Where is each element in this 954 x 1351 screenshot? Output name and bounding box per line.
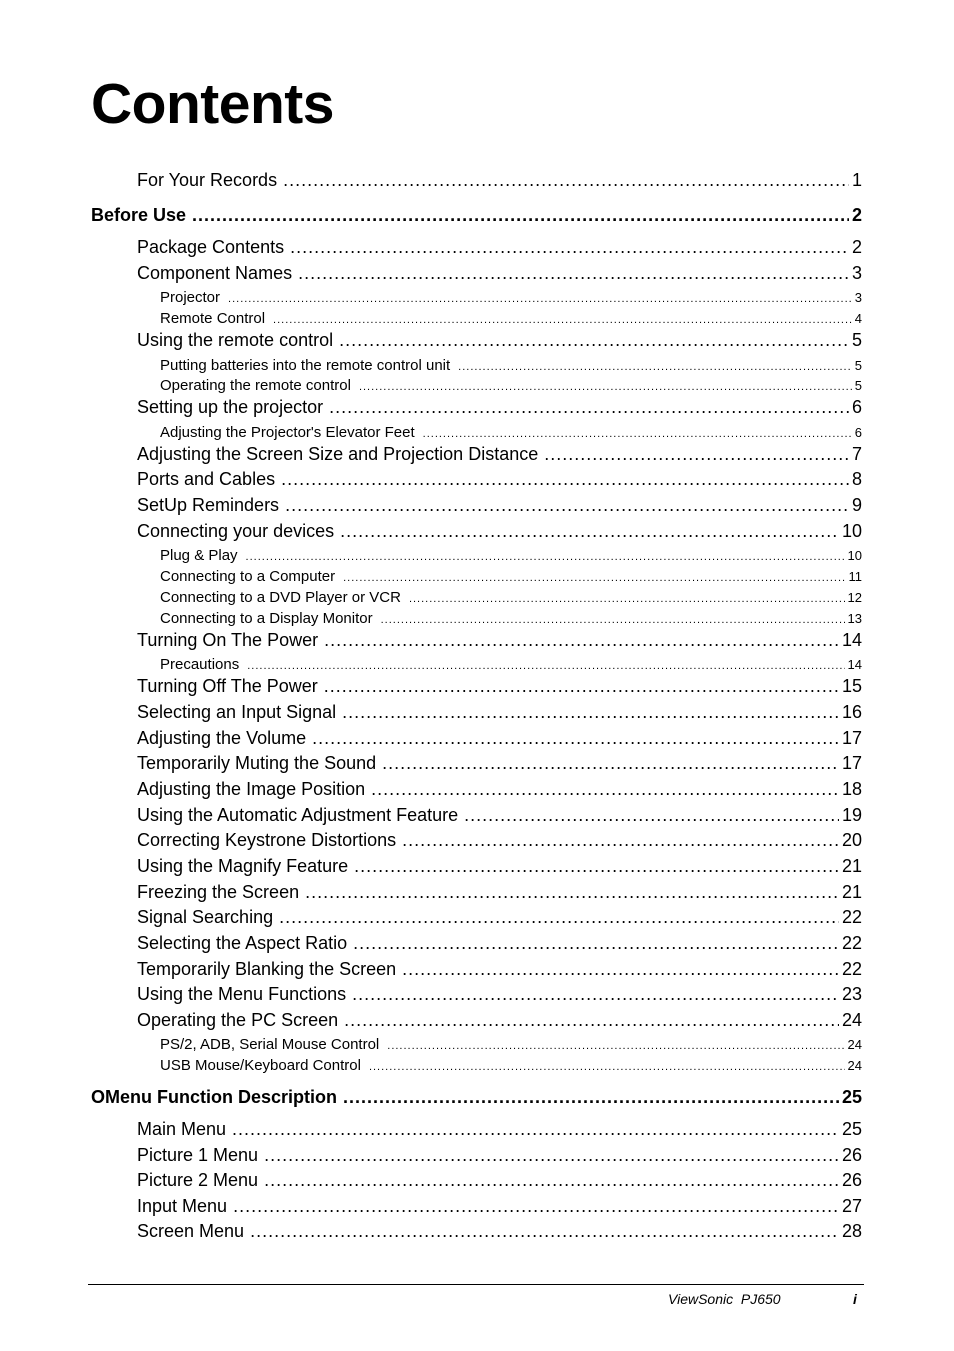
toc-dot-leader <box>353 933 839 954</box>
toc-dot-leader <box>324 630 839 651</box>
toc-entry-page-number: 8 <box>851 469 862 489</box>
toc-dot-leader <box>382 753 839 774</box>
toc-entry[interactable] <box>137 702 862 723</box>
toc-entry-label: Turning On The Power <box>137 630 319 650</box>
toc-entry[interactable] <box>137 1221 862 1242</box>
toc-dot-leader <box>464 805 839 826</box>
toc-entry[interactable] <box>160 589 862 606</box>
toc-entry-label: Screen Menu <box>137 1221 245 1241</box>
toc-entry[interactable] <box>137 521 862 542</box>
toc-entry[interactable] <box>137 984 862 1005</box>
toc-entry[interactable] <box>137 753 862 774</box>
toc-entry[interactable] <box>160 1036 862 1053</box>
toc-entry-page-number: 16 <box>841 702 862 722</box>
toc-entry-label: Putting batteries into the remote control unit <box>160 357 451 374</box>
toc-dot-leader <box>369 1061 845 1073</box>
toc-entry-page-number: 3 <box>851 263 862 283</box>
toc-entry-page-number: 17 <box>841 753 862 773</box>
page-title: Contents <box>91 72 334 136</box>
toc-entry-page-number: 25 <box>841 1119 862 1139</box>
toc-entry[interactable] <box>160 656 862 673</box>
toc-entry-page-number: 24 <box>847 1037 862 1052</box>
toc-entry-label: Connecting to a DVD Player or VCR <box>160 589 401 606</box>
toc-entry-label: Correcting Keystrone Distortions <box>137 830 397 850</box>
toc-entry-label: Precautions <box>160 656 240 673</box>
toc-entry[interactable] <box>91 1087 862 1108</box>
toc-dot-leader <box>402 959 839 980</box>
toc-entry[interactable] <box>137 933 862 954</box>
toc-entry-page-number: 17 <box>841 728 862 748</box>
toc-dot-leader <box>305 882 839 903</box>
footer-brand: ViewSonic PJ650 <box>668 1291 781 1307</box>
toc-dot-leader <box>232 1119 839 1140</box>
toc-entry[interactable] <box>160 357 862 374</box>
toc-dot-leader <box>247 660 844 672</box>
toc-entry[interactable] <box>160 547 862 564</box>
toc-entry[interactable] <box>137 330 862 351</box>
toc-dot-leader <box>352 984 839 1005</box>
toc-dot-leader <box>458 361 852 373</box>
toc-entry[interactable] <box>160 424 862 441</box>
toc-entry-label: Menu Function Description <box>105 1087 338 1107</box>
toc-entry[interactable] <box>137 959 862 980</box>
toc-entry-label: Using the Automatic Adjustment Feature <box>137 805 459 825</box>
toc-entry-page-number: 18 <box>841 779 862 799</box>
toc-entry-label: Package Contents <box>137 237 285 257</box>
toc-entry[interactable] <box>137 1010 862 1031</box>
toc-entry[interactable] <box>137 1119 862 1140</box>
toc-dot-leader <box>340 521 839 542</box>
toc-entry[interactable] <box>137 830 862 851</box>
toc-entry-label: Setting up the projector <box>137 397 324 417</box>
footer-divider <box>88 1284 864 1285</box>
toc-entry[interactable] <box>137 882 862 903</box>
toc-entry-label: SetUp Reminders <box>137 495 280 515</box>
toc-entry[interactable] <box>137 805 862 826</box>
toc-entry-page-number: 14 <box>847 657 862 672</box>
toc-entry[interactable] <box>160 610 862 627</box>
toc-entry-label: Turning Off The Power <box>137 676 318 696</box>
toc-entry[interactable] <box>137 397 862 418</box>
toc-entry[interactable] <box>137 469 862 490</box>
toc-dot-leader <box>423 428 852 440</box>
toc-entry[interactable] <box>137 630 862 651</box>
toc-entry-page-number: 15 <box>841 676 862 696</box>
toc-entry-label: Connecting to a Display Monitor <box>160 610 373 627</box>
toc-entry-page-number: 10 <box>841 521 862 541</box>
toc-entry[interactable] <box>137 676 862 697</box>
toc-entry[interactable] <box>137 728 862 749</box>
toc-entry-label: USB Mouse/Keyboard Control <box>160 1057 361 1074</box>
toc-dot-leader <box>339 330 849 351</box>
toc-entry-page-number: 2 <box>851 237 862 257</box>
toc-entry-page-number: 4 <box>854 311 862 326</box>
toc-entry[interactable] <box>137 263 862 284</box>
toc-entry[interactable] <box>160 1057 862 1074</box>
toc-entry-label: Using the Magnify Feature <box>137 856 349 876</box>
toc-entry-page-number: 7 <box>851 444 862 464</box>
toc-entry-page-number: 26 <box>841 1145 862 1165</box>
toc-dot-leader <box>343 572 845 584</box>
toc-entry-page-number: 3 <box>854 290 862 305</box>
toc-entry-label: Component Names <box>137 263 293 283</box>
toc-dot-leader <box>192 205 849 226</box>
footer-page-number: i <box>853 1291 857 1307</box>
toc-entry-page-number: 28 <box>841 1221 862 1241</box>
toc-entry-label: Selecting an Input Signal <box>137 702 337 722</box>
toc-entry-label: Operating the PC Screen <box>137 1010 339 1030</box>
toc-dot-leader <box>343 1087 839 1108</box>
toc-entry[interactable] <box>137 444 862 465</box>
toc-entry-page-number: 10 <box>847 548 862 563</box>
toc-entry-label: PS/2, ADB, Serial Mouse Control <box>160 1036 380 1053</box>
toc-entry-label: Connecting to a Computer <box>160 568 336 585</box>
toc-entry-page-number: 22 <box>841 907 862 927</box>
toc-entry-page-number: 13 <box>847 611 862 626</box>
toc-dot-leader <box>402 830 839 851</box>
toc-entry-label: Temporarily Blanking the Screen <box>137 959 397 979</box>
toc-dot-leader <box>233 1196 839 1217</box>
toc-entry-label: Main Menu <box>137 1119 227 1139</box>
toc-entry-page-number: 24 <box>841 1010 862 1030</box>
toc-entry[interactable] <box>91 205 862 226</box>
toc-entry[interactable] <box>160 289 862 306</box>
toc-dot-leader <box>342 702 839 723</box>
toc-entry-page-number: 21 <box>841 882 862 902</box>
toc-dot-leader <box>359 381 852 393</box>
toc-dot-leader <box>279 907 839 928</box>
toc-entry-page-number: 24 <box>847 1058 862 1073</box>
toc-entry[interactable] <box>137 495 862 516</box>
toc-entry-page-number: 25 <box>841 1087 862 1107</box>
toc-entry-page-number: 12 <box>847 590 862 605</box>
toc-entry-label: Adjusting the Screen Size and Projection Distance <box>137 444 539 464</box>
toc-entry-page-number: 5 <box>851 330 862 350</box>
toc-entry[interactable] <box>137 237 862 258</box>
toc-dot-leader <box>281 469 849 490</box>
toc-entry[interactable] <box>160 310 862 327</box>
toc-dot-leader <box>344 1010 839 1031</box>
toc-dot-leader <box>285 495 849 516</box>
toc-dot-leader <box>264 1145 839 1166</box>
toc-entry[interactable] <box>137 856 862 877</box>
toc-entry-label: Operating the remote control <box>160 377 351 394</box>
toc-entry-label: For Your Records <box>137 170 278 190</box>
toc-entry-label: Remote Control <box>160 310 266 327</box>
toc-entry[interactable] <box>137 170 862 191</box>
toc-entry-page-number: 19 <box>841 805 862 825</box>
toc-entry-page-number: 1 <box>851 170 862 190</box>
toc-entry-page-number: 21 <box>841 856 862 876</box>
toc-entry-label: Signal Searching <box>137 907 274 927</box>
toc-entry[interactable] <box>137 1196 862 1217</box>
toc-dot-leader <box>283 170 849 191</box>
toc-entry[interactable] <box>137 1170 862 1191</box>
toc-dot-leader <box>324 676 839 697</box>
toc-dot-leader <box>264 1170 839 1191</box>
toc-entry-label: Picture 1 Menu <box>137 1145 259 1165</box>
toc-dot-leader <box>544 444 849 465</box>
toc-entry-label: Before Use <box>91 205 187 225</box>
toc-entry-page-number: 5 <box>854 358 862 373</box>
toc-entry-label: Adjusting the Volume <box>137 728 307 748</box>
toc-entry-label: Connecting your devices <box>137 521 335 541</box>
toc-dot-leader <box>273 314 852 326</box>
toc-dot-leader <box>381 614 845 626</box>
toc-entry-label: Temporarily Muting the Sound <box>137 753 377 773</box>
toc-entry[interactable] <box>160 377 862 394</box>
toc-entry-page-number: 5 <box>854 378 862 393</box>
toc-entry-page-number: 2 <box>851 205 862 225</box>
toc-entry-page-number: 22 <box>841 959 862 979</box>
toc-dot-leader <box>228 293 852 305</box>
toc-entry-label: Adjusting the Projector's Elevator Feet <box>160 424 415 441</box>
toc-entry-label: Ports and Cables <box>137 469 276 489</box>
toc-entry[interactable] <box>160 568 862 585</box>
toc-dot-leader <box>298 263 849 284</box>
toc-entry-label: Freezing the Screen <box>137 882 300 902</box>
toc-entry-page-number: 20 <box>841 830 862 850</box>
toc-dot-leader <box>371 779 839 800</box>
toc-entry-label: Using the remote control <box>137 330 334 350</box>
toc-dot-leader <box>354 856 839 877</box>
toc-entry-label: Adjusting the Image Position <box>137 779 366 799</box>
toc-entry-label: Using the Menu Functions <box>137 984 347 1004</box>
toc-entry-label: Input Menu <box>137 1196 228 1216</box>
toc-entry[interactable] <box>137 1145 862 1166</box>
toc-entry-page-number: 27 <box>841 1196 862 1216</box>
toc-dot-leader <box>290 237 849 258</box>
toc-entry-prefix: O <box>91 1087 106 1107</box>
toc-entry-label: Plug & Play <box>160 547 238 564</box>
toc-entry-page-number: 22 <box>841 933 862 953</box>
toc-dot-leader <box>387 1040 844 1052</box>
toc-entry-page-number: 9 <box>851 495 862 515</box>
toc-entry[interactable] <box>137 907 862 928</box>
toc-entry-label: Selecting the Aspect Ratio <box>137 933 348 953</box>
toc-entry-page-number: 26 <box>841 1170 862 1190</box>
toc-entry-page-number: 11 <box>848 569 862 584</box>
toc-entry-page-number: 6 <box>854 425 862 440</box>
toc-dot-leader <box>312 728 839 749</box>
toc-dot-leader <box>250 1221 839 1242</box>
toc-entry-page-number: 14 <box>841 630 862 650</box>
toc-entry-label: Picture 2 Menu <box>137 1170 259 1190</box>
toc-entry-page-number: 6 <box>851 397 862 417</box>
toc-dot-leader <box>329 397 849 418</box>
toc-entry-label: Projector <box>160 289 221 306</box>
toc-entry-page-number: 23 <box>841 984 862 1004</box>
toc-dot-leader <box>409 593 845 605</box>
toc-entry[interactable] <box>137 779 862 800</box>
toc-dot-leader <box>246 551 845 563</box>
